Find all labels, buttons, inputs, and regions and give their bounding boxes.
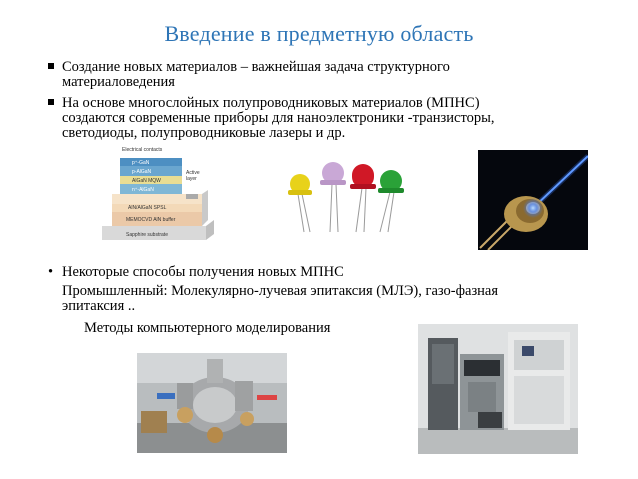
purple-led-icon	[320, 162, 346, 185]
round-bullet-icon: •	[48, 264, 54, 280]
red-led-icon	[350, 164, 376, 189]
diagram-layer-label: p-AlGaN	[132, 169, 152, 175]
bullet-line: эпитаксия ..	[62, 298, 136, 314]
laser-diode-photo	[478, 150, 588, 250]
diagram-layer-label: MEMOCVD AlN buffer	[126, 217, 176, 223]
diagram-layer-label: p⁺-GaN	[132, 160, 150, 166]
diagram-layer-label: n⁺-AlGaN	[132, 187, 154, 193]
bullet-line: материаловедения	[62, 74, 175, 90]
diagram-layer-label: Sapphire substrate	[126, 232, 168, 238]
bullet-line: Некоторые способы получения новых МПНС	[62, 264, 344, 280]
epitaxy-installation-photo	[418, 324, 578, 454]
bullet-new-materials	[62, 60, 532, 90]
diagram-layer-label: AlN/AlGaN SPSL	[128, 205, 167, 211]
bullet-line: Создание новых материалов – важнейшая задача структурного	[62, 59, 450, 75]
square-bullet-icon	[48, 63, 54, 69]
slide-title: Введение в предметную область	[164, 21, 474, 46]
bullet-devices	[62, 96, 582, 141]
diagram-label-layer: layer	[186, 176, 197, 182]
mbe-equipment-photo	[137, 353, 287, 453]
heterostructure-diagram	[90, 140, 220, 250]
square-bullet-icon	[48, 99, 54, 105]
bullet-line: На основе многослойных полупроводниковых материалов (МПНС)	[62, 95, 480, 111]
leds-photo	[280, 146, 418, 234]
green-led-icon	[378, 170, 404, 193]
diagram-label-contacts: Electrical contacts	[122, 147, 163, 153]
bullet-line: Промышленный: Молекулярно-лучевая эпитаксия (МЛЭ), газо-фазная	[62, 283, 499, 299]
diagram-layer-label: AlGaN MQW	[132, 178, 161, 184]
cabinet-icon	[428, 332, 570, 430]
bullet-line: создаются современные приборы для наноэлектроники -транзисторы,	[62, 110, 495, 126]
bullet-methods	[48, 264, 602, 314]
diagram-label-active: Active	[186, 170, 200, 176]
bullet-line: светодиоды, полупроводниковые лазеры и др.	[62, 125, 346, 141]
computer-modeling-text: Методы компьютерного моделирования	[84, 320, 331, 336]
yellow-led-icon	[288, 174, 312, 195]
